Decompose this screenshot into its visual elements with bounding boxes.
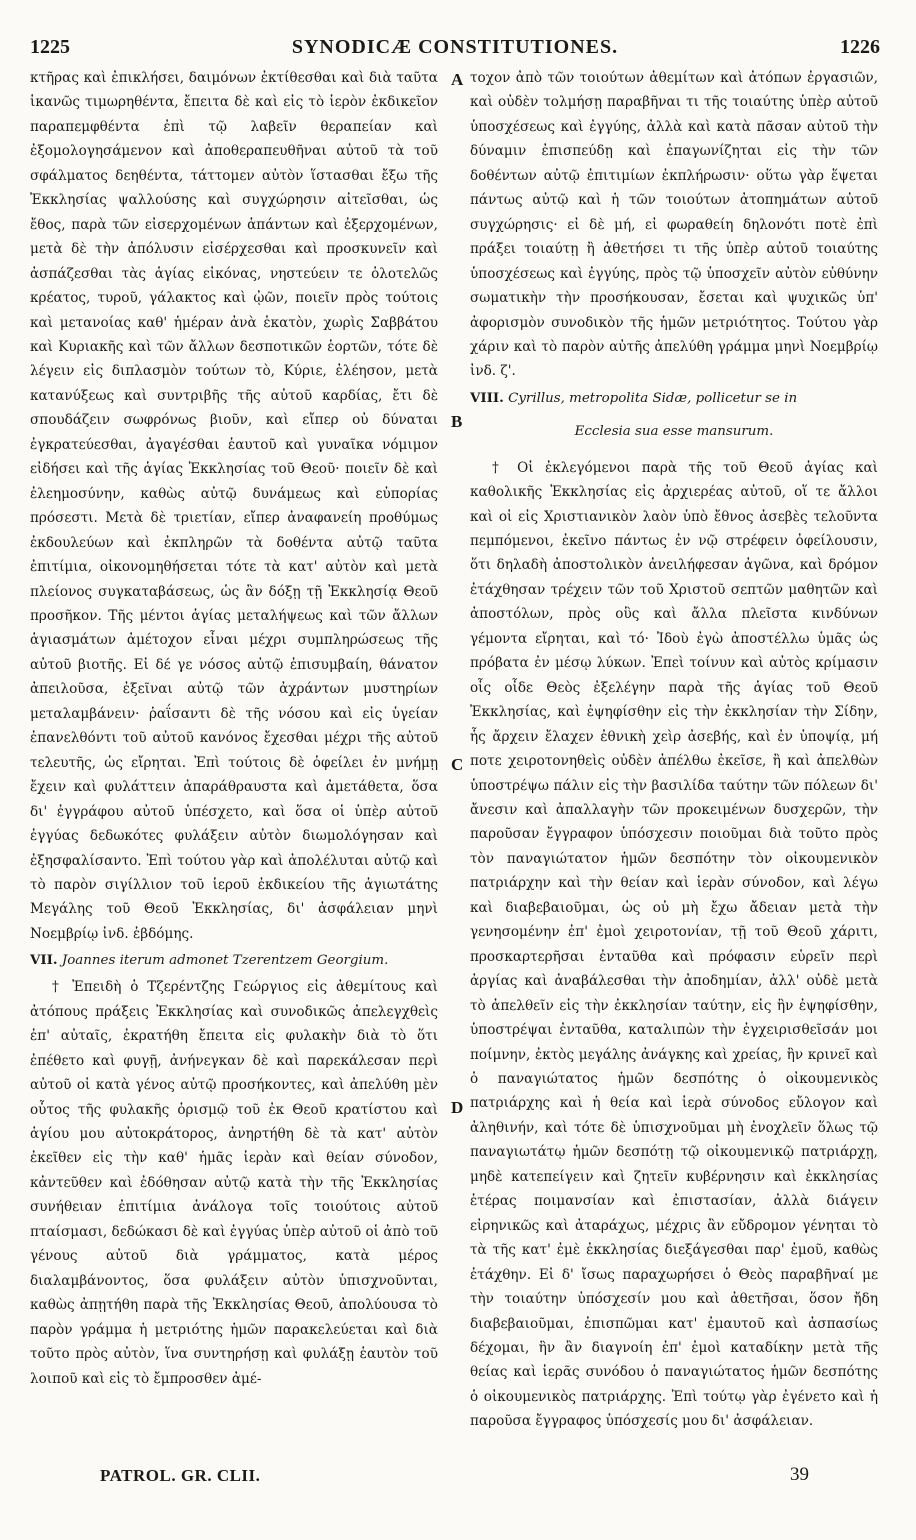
margin-letter-b: B	[451, 412, 463, 431]
right-column	[470, 66, 878, 1434]
running-title: SYNODICÆ CONSTITUTIONES.	[291, 36, 619, 58]
section-7-number: VII.	[30, 952, 58, 969]
section-8-number: VIII.	[470, 389, 504, 406]
footer-signature: PATROL. GR. CLII.	[100, 1466, 261, 1485]
right-paragraph-2: † Οἱ ἐκλεγόμενοι παρὰ τῆς τοῦ Θεοῦ ἁγίας καὶ καθολικῆς Ἐκκλησίας εἰς ἀρχιερέας αὐτοῦ, οἵ τε ἄλλοι καὶ οἱ εἰς Χριστιανικὸν λαὸν ὑπὸ ἔθνος ἀσεβὲς τελοῦντα πεμπόμενοι, ἐκεῖνο πάντως ἐν νῷ στρέφειν ὀφείλουσιν, ὅτι δηλαδὴ ἀποστολικὸν ἀνειλήφεσαν ἀγῶνα, καὶ δρόμον ἐτάχθησαν τρέχειν τῶν τοῦ Χριστοῦ σεπτῶν μαθητῶν καὶ ἀποστόλων, πρὸς οὓς καὶ ἄλλα πλεῖστα κινδύνων γέμοντα εἴρηται, καὶ τό· Ἰδοὺ ἐγὼ ἀποστέλλω ὑμᾶς ὡς πρόβατα ἐν μέσῳ λύκων. Ἐπεὶ τοίνυν καὶ αὐτὸς κρίμασιν οἷς οἶδε Θεὸς ἐξελέγην παρὰ τῆς ἁγίας τοῦ Θεοῦ Ἐκκλησίας, καὶ ἐψηφίσθην εἰς τὴν ἐκκλησίαν τὴν Σίδην, ἧς ἄρχειν ἔλαχεν ἐθνικὴ χεὶρ ἀσεβής, καὶ ἐν ὑποψίᾳ, μή ποτε χειροτονηθεὶς οὐδὲν ἀπέλθω ἐκεῖσε, ἢ καὶ ἀπελθὼν ὑποστρέψω πάλιν εἰς τὴν βασιλίδα ταύτην τῶν πόλεων δι' ἄνεσιν καὶ ἀπαλλαγὴν τῶν προκειμένων δυσχερῶν, τὴν παροῦσαν ἔγγραφον ὑπόσχεσιν ποιοῦμαι διὰ τοῦτο πρὸς τὸν παναγιώτατον ἡμῶν δεσπότην τὸν οἰκουμενικὸν πατριάρχην καὶ τὴν θείαν καὶ ἱερὰν σύνοδον, καὶ λέγω καὶ διαβεβαιοῦμαι, ὡς οὐ μὴ ἔχω ἄδειαν μετὰ τὴν γενησομένην ἐπ' ἐμοὶ χειροτονίαν, τῇ τοῦ Θεοῦ χάριτι, προσκαρτερῆσαι ἐνταῦθα καὶ πρόφασιν εὑρεῖν περὶ ἀργίας καὶ ἀναβάλεσθαι τὴν ἀποδημίαν, ἀλλ' οὐδὲ μετὰ τὸ ἀπελθεῖν εἰς τὴν ἐκκλησίαν ταύτην, εἰς ἣν ἐψηφίσθην, ὑποστρέψαι ἐνταῦθα, καταλιπὼν τὴν ἐγχειρισθεῖσάν μοι ποίμνην, ἐκτὸς μεγάλης ἀνάγκης καὶ χρείας, ἣν κρινεῖ καὶ ὁ παναγιώτατος ἡμῶν δεσπότης ὁ οἰκουμενικὸς πατριάρχης καὶ ἡ θεία καὶ ἱερὰ σύνοδος εὔλογον καὶ ἀληθινήν, καὶ τότε δὲ ὑπισχνοῦμαι μὴ ἐνοχλεῖν ὅλως τῷ παναγιωτάτῳ ἡμῶν δεσπότῃ τῷ οἰκουμενικῷ πατριάρχῃ, μηδὲ κατεπείγειν καὶ ζητεῖν κυβέρνησιν καὶ ἐκκλησίας ἑτέρας ποιμανσίαν καὶ ἐπιστασίαν, ἀλλὰ διάγειν εἰρηνικῶς καὶ ἀταράχως, μέχρις ἂν εὔδρομον γένηται τὸ τὰ τῆς κατ' ἐμὲ ἐκκλησίας διεξάγεσθαι παρ' ἐμοῦ, καθὼς ἐτάχθην. Εἰ δ' ἴσως παραχωρήσει ὁ Θεὸς παραβῆναί με τὴν τοιαύτην ὑπόσχεσίν μου καὶ ἀθετῆσαι, ὅσον ἤδη διαβεβαιοῦμαι, ἐπισπῶμαι κατ' ἐμαυτοῦ καὶ ἀσπασίως δέχομαι, ἣν ἂν διαγνοίη ἐπ' ἐμοὶ καταδίκην μετὰ τῆς θείας καὶ ἱερᾶς συνόδου ὁ παναγιώτατος ἡμῶν δεσπότης ὁ οἰκουμενικὸς πατριάρχης. Ἐπὶ τούτῳ γὰρ ἐγένετο καὶ ἡ παροῦσα ἔγγραφος ὑπόσχεσίς μου δι' ἀσφάλειαν.	[470, 459, 878, 1430]
footer-sheet-number: 39	[790, 1464, 809, 1485]
section-8-title-line-2: Ecclesia sua esse mansurum.	[574, 424, 774, 440]
right-paragraph-1: τοχον ἀπὸ τῶν τοιούτων ἀθεμίτων καὶ ἀτόπων ἐργασιῶν, καὶ οὐδὲν τολμήσῃ παραβῆναι τι τῆς τοιαύτης ὑπὲρ αὐτοῦ ὑποσχέσεως καὶ ἐγγύης, ἀλλὰ καὶ κατὰ πᾶσαν αὐτοῦ τὴν δύναμιν ἐπισπεύδῃ καὶ ἐπαγωνίζηται εἰς τὴν τῶν δοθέντων αὐτῷ ἐπιτιμίων ἐκπλήρωσιν· οὕτω γὰρ ἕψεται πάντως αὐτῷ καὶ ἡ τῶν τοιούτων ἀτοπημάτων αὐτοῦ συγχώρησις· εἰ δὲ μή, εἰ φωραθείη δηλονότι ποτὲ ἐπὶ πράξει τοιαύτῃ ἢ ἀθετήσει τι τῆς ὑπὲρ αὐτοῦ τοιαύτης ὑποσχέσεως καὶ ἐγγύης, πρὸς τῷ ὑποσχεῖν αὐτὸν εὐθύνην σωματικὴν τὴν προσήκουσαν, ἔσεται καὶ ψυχικῶς ὑπ' ἀφορισμὸν συνοδικὸν τῆς ἡμῶν μετριότητος. Τούτου γὰρ χάριν καὶ τὸ παρὸν αὐτῆς ἀπελύθη γράμμα μηνὶ Νοεμβρίῳ ἰνδ. ζ'.	[470, 70, 878, 380]
left-paragraph-2: † Ἐπειδὴ ὁ Τζερέντζης Γεώργιος εἰς ἀθεμίτους καὶ ἀτόπους πράξεις Ἐκκλησίας καὶ συνοδικῶς ἀπελεγχθεὶς ἐπ' αὐταῖς, ἐκρατήθη ἔπειτα εἰς φυλακὴν διὰ τὸ ὅτι ἐπέθετο καὶ φυγῇ, ἀνήνεγκαν δὲ καὶ παρεκάλεσαν περὶ αὐτοῦ οἱ κατὰ γένος αὐτῷ προσήκοντες, καὶ ἀπελύθη μὲν οὗτος τῆς φυλακῆς ὁρισμῷ τοῦ ἐκ Θεοῦ κρατίστου καὶ ἁγίου μου αὐτοκράτορος, ἀνηρτήθη δὲ τὰ κατ' αὐτὸν ἐκεῖθεν εἰς τὴν καθ' ἡμᾶς ἱερὰν καὶ θείαν σύνοδον, κἀντεῦθεν καὶ ἐδόθησαν αὐτῷ κατὰ τὴν τῆς Ἐκκλησίας συνήθειαν ἐπιτίμια ἀνάλογα τοῖς τοιούτοις αὐτοῦ πταίσμασι, δεδώκασι δὲ καὶ ἐγγύας ὑπὲρ αὐτοῦ οἱ ἀπὸ τοῦ γένους αὐτοῦ διὰ γράμματος, κατὰ μέρος διαλαμβάνοντος, ὅσα φυλάξειν αὐτὸν ὑπισχνοῦνται, καθὼς ἀπῃτήθη παρὰ τῆς Ἐκκλησίας Θεοῦ, ἀπολύουσα τὸ παρὸν γράμμα ἡ μετριότης ἡμῶν παρακελεύεται καὶ διὰ τοῦτο πρὸς αὐτὸν, ἵνα συντηρήσῃ καὶ φυλάξῃ ἑαυτὸν τοῦ λοιποῦ καὶ εἰς τὸ ἔμπροσθεν ἀμέ-	[30, 979, 438, 1387]
margin-letter-a: A	[451, 70, 464, 89]
left-paragraph-1: κτῆρας καὶ ἐπικλήσει, δαιμόνων ἐκτίθεσθαι καὶ διὰ ταῦτα ἱκανῶς τιμωρηθέντα, ἔπειτα δὲ καὶ εἰς τὸ ἱερὸν ἐκδικεῖον παραπεμφθέντα ἐπὶ τῷ λαβεῖν θεραπείαν καὶ ἐξομολογησάμενον καὶ ἀποθεραπευθῆναι αὐτοῦ τὰ τοῦ σφάλματος δεηθέντα, τάττομεν αὐτὸν ἵστασθαι ἔξω τῆς Ἐκκλησίας ψαλλούσης καὶ συγχώρησιν αἰτεῖσθαι, ὡς ἔθος, παρὰ τῶν εἰσερχομένων ἁπάντων καὶ ἐξερχομένων, μετὰ δὲ τὴν ἀπόλυσιν εἰσέρχεσθαι καὶ προσκυνεῖν καὶ ἀσπάζεσθαι τὰς ἁγίας εἰκόνας, νηστεύειν τε ὁλοτελῶς κρέατος, τυροῦ, γάλακτος καὶ ᾠῶν, ποιεῖν πρὸς τούτοις καὶ μετανοίας καθ' ἡμέραν ἀνὰ ἑκατὸν, χωρὶς Σαββάτου καὶ Κυριακῆς καὶ τῶν ἄλλων δεσποτικῶν ἑορτῶν, τότε δὲ λέγειν εἰς διπλασμὸν τούτων τὸ, Κύριε, ἐλέησον, μετὰ κατανύξεως καὶ συντριβῆς τῆς αὐτοῦ καρδίας, ἔτι δὲ σπουδάζειν σωφρόνως βιοῦν, καὶ εἴπερ οὐ δύναται ἐγκρατεύεσθαι, ἀγαγέσθαι ἑαυτοῦ καὶ γυναῖκα νόμιμον εἰδήσει καὶ τῆς ἁγίας Ἐκκλησίας τοῦ Θεοῦ· ποιεῖν δὲ καὶ ἐλεημοσύνην, καθὼς αὐτῷ δυνάμεως καὶ εὐπορίας πρόσεστι. Μετὰ δὲ τριετίαν, εἴπερ ἀναφανείη προθύμως ἐκδουλεύων καὶ ἐκπληρῶν τὰ δοθέντα αὐτῷ ταῦτα ἐπιτίμια, οἰκονομηθήσεται τότε τὰ κατ' αὐτὸν καὶ μετὰ πλείονος συγκαταβάσεως, ὡς ἂν δόξῃ τῇ Ἐκκλησίᾳ Θεοῦ προσῆκον. Τῆς μέντοι ἁγίας μεταλήψεως καὶ τῶν ἄλλων ἁγιασμάτων ἀμέτοχον εἶναι μέχρι συμπληρώσεως τῆς αὐτοῦ βιοτῆς. Εἰ δέ γε νόσος αὐτῷ ἐπισυμβαίη, θάνατον ἀπειλοῦσα, ἐξεῖναι αὐτῷ τῶν ἀχράντων μυστηρίων μεταλαμβάνειν· ῥαΐσαντι δὲ τῆς νόσου καὶ εἰς ὑγείαν ἐπανελθόντι τοῦ αὐτοῦ κανόνος ἔχεσθαι μέχρι τῆς αὐτοῦ τελευτῆς, ὡς εἴρηται. Ἐπὶ τούτοις δὲ ὀφείλει ἐν μνήμῃ ἔχειν καὶ φυλάττειν ἀπαράθραυστα καὶ ἀμετάθετα, ὅσα δι' ἐγγράφου αὐτοῦ ὑπέσχετο, καὶ ὅσα οἱ ὑπὲρ αὐτοῦ ἐγγύας δεδωκότες φυλάξειν αὐτὸν διωμολόγησαν καὶ ἐξησφαλίσαντο. Ἐπὶ τούτου γὰρ καὶ ἀπολέλυται αὐτῷ καὶ τὸ παρὸν σιγίλλιον τοῦ ἱεροῦ ἐκδικείου τῆς ἁγιωτάτης Μεγάλης τοῦ Θεοῦ Ἐκκλησίας, δι' ἀσφάλειαν μηνὶ Νοεμβρίῳ ἰνδ. ἑβδόμης.	[30, 70, 438, 942]
running-header	[30, 36, 880, 60]
section-8-title-line-1: Cyrillus, metropolita Sidæ, pollicetur se in	[508, 390, 798, 406]
margin-letter-d: D	[451, 1098, 464, 1117]
page-number-right: 1226	[840, 36, 880, 58]
section-7-heading	[30, 950, 438, 971]
section-8-heading	[470, 388, 878, 409]
section-7-title: Joannes iterum admonet Tzerentzem Georgium.	[61, 953, 389, 969]
left-column	[30, 66, 438, 1391]
page-number-left: 1225	[30, 36, 70, 58]
margin-letter-c: C	[451, 755, 464, 774]
